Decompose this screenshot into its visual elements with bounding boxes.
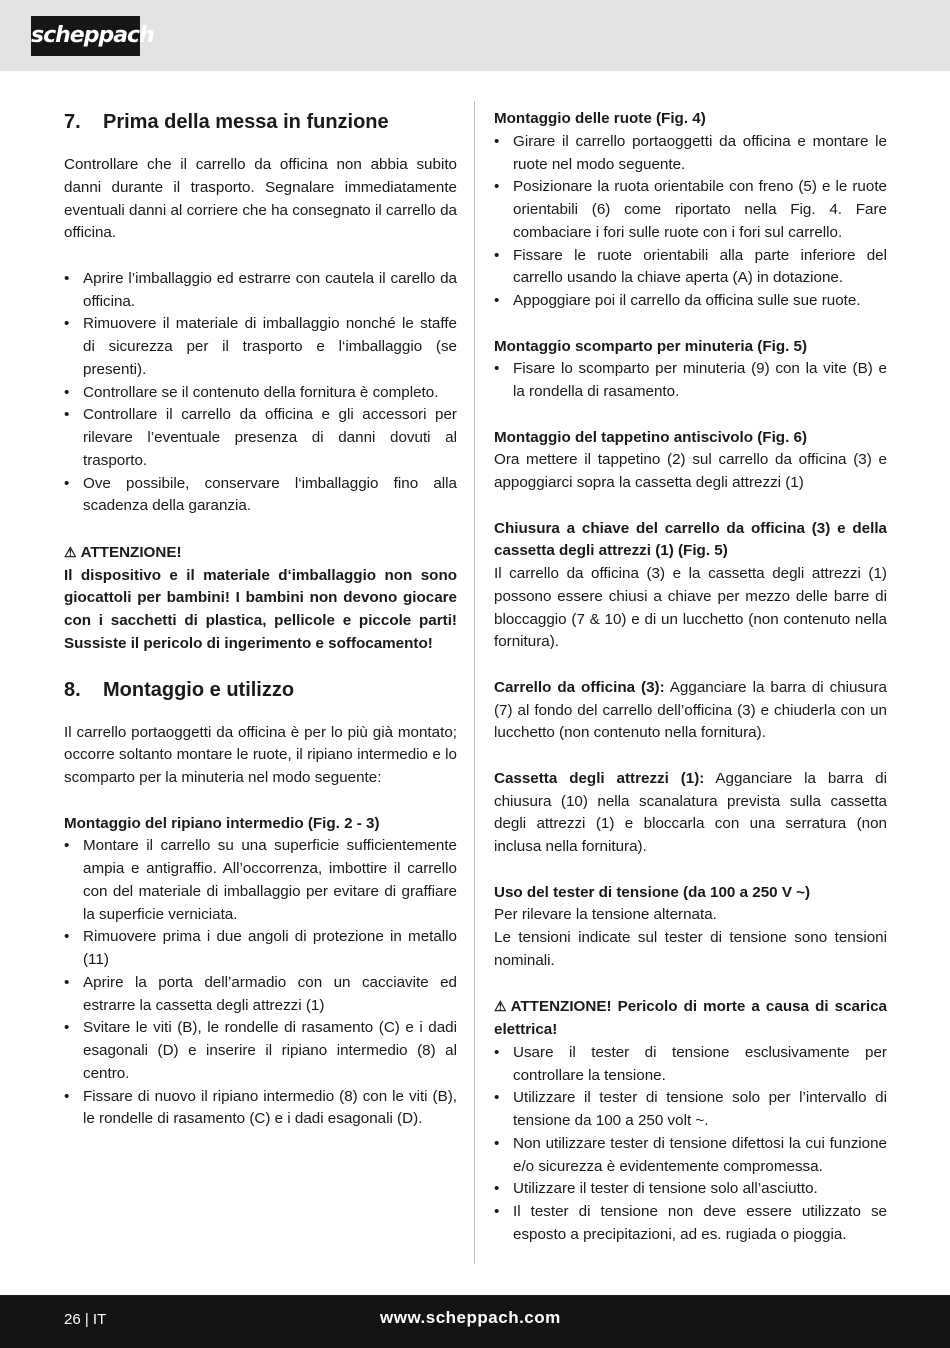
list-item: • Fissare le ruote orientabili alla parte inferiore del carrello usando la chiave aperta (A) in dotazione. bbox=[494, 246, 887, 287]
page-number: 26 | IT bbox=[64, 1311, 107, 1328]
scheppach-logo: scheppach bbox=[31, 16, 140, 56]
left-column bbox=[64, 108, 457, 1131]
list-item: • Controllare se il contenuto della fornitura è completo. bbox=[64, 383, 439, 401]
list-item: • Il tester di tensione non deve essere utilizzato se esposto a precipitazioni, ad es. rugiada o pioggia. bbox=[494, 1203, 887, 1243]
bullet-list bbox=[64, 835, 457, 1131]
paragraph: Per rilevare la tensione alternata. bbox=[494, 906, 717, 924]
subheading: Uso del tester di tensione (da 100 a 250 V ~) bbox=[494, 883, 811, 901]
warning-triangle-icon: ⚠ bbox=[494, 998, 507, 1015]
inline-label: Carrello da officina (3): bbox=[494, 678, 665, 696]
paragraph: Ora mettere il tappetino (2) sul carrello da officina (3) e appoggiarci sopra la cassetta degli attrezzi (1) bbox=[494, 451, 887, 491]
list-item: • Aprire la porta dell’armadio con un cacciavite ed estrarre la cassetta degli attrezzi (1) bbox=[64, 973, 457, 1014]
list-item: • Rimuovere prima i due angoli di protezione in metallo (11) bbox=[64, 928, 457, 968]
list-item: • Utilizzare il tester di tensione solo all’asciutto. bbox=[494, 1180, 818, 1198]
list-item: • Rimuovere il materiale di imballaggio nonché le staffe di sicurezza per il trasporto e l‘imballaggio (se presenti). bbox=[64, 315, 457, 378]
list-item: • Ove possibile, conservare l‘imballaggio fino alla scadenza della garanzia. bbox=[64, 474, 457, 515]
subheading: Montaggio del ripiano intermedio (Fig. 2 - 3) bbox=[64, 814, 380, 832]
section-title: Prima della messa in funzione bbox=[103, 111, 389, 133]
paragraph: Cassetta degli attrezzi (1): Agganciare la barra di chiusura (10) nella scanalatura prevista sulla cassetta degli attrezzi (1) e bloccarla con una serratura (non inclusa nella fornitura). bbox=[494, 769, 887, 855]
subheading: Montaggio delle ruote (Fig. 4) bbox=[494, 110, 706, 127]
list-item: • Non utilizzare tester di tensione difettosi la cui funzione e/o sicurezza è evidentemente compromessa. bbox=[494, 1134, 887, 1175]
column-divider bbox=[474, 101, 475, 1264]
list-item: • Appoggiare poi il carrello da officina sulle sue ruote. bbox=[494, 292, 861, 309]
bullet-list bbox=[494, 131, 887, 313]
list-item: • Utilizzare il tester di tensione solo per l’intervallo di tensione da 100 a 250 volt ~. bbox=[494, 1089, 887, 1129]
section-title: Montaggio e utilizzo bbox=[103, 678, 295, 701]
bullet-list bbox=[494, 1042, 887, 1247]
bullet-list bbox=[64, 268, 457, 518]
list-item: • Aprire l’imballaggio ed estrarre con cautela il carello da officina. bbox=[64, 269, 457, 310]
warning-heading: ⚠ ATTENZIONE! Pericolo di morte a causa di scarica elettrica! bbox=[494, 995, 887, 1042]
warning-triangle-icon: ⚠ bbox=[64, 543, 77, 560]
list-item: • Posizionare la ruota orientabile con freno (5) e le ruote orientabili (6) come riportato nella Fig. 4. Fare combaciare i fori sulle ruote con i fori sul carrello. bbox=[494, 178, 887, 241]
paragraph: Il carrello portaoggetti da officina è per lo più già montato; occorre soltanto montare le ruote, il ripiano intermedio e lo scomparto per la minuteria nel modo seguente: bbox=[64, 723, 457, 786]
list-item: • Montare il carrello su una superficie sufficientemente ampia e antigraffio. All’occorrenza, imbottire il carrello con del materiale di imballaggio per evitare di graffiare la superficie verniciata. bbox=[64, 837, 457, 923]
section-number: 7. bbox=[64, 111, 81, 133]
list-item: • Fissare di nuovo il ripiano intermedio (8) con le viti (B), le rondelle di rasamento (C) e i dadi esagonali (D). bbox=[64, 1087, 457, 1128]
list-item: • Girare il carrello portaoggetti da officina e montare le ruote nel modo seguente. bbox=[494, 132, 887, 173]
right-column bbox=[494, 108, 887, 1247]
subheading: Montaggio del tappetino antiscivolo (Fig. 6) bbox=[494, 428, 808, 446]
list-item: • Controllare il carrello da officina e gli accessori per rilevare l’eventuale presenza di danni dovuti al trasporto. bbox=[64, 406, 457, 469]
paragraph: Il carrello da officina (3) e la cassetta degli attrezzi (1) possono essere chiusi a chiave per mezzo delle barre di bloccaggio (7 & 10) e di un lucchetto (non contenuto nella fornitura). bbox=[494, 565, 887, 651]
website-url: www.scheppach.com bbox=[380, 1308, 561, 1327]
list-item: • Fisare lo scomparto per minuteria (9) con la vite (B) e la rondella di rasamento. bbox=[494, 360, 887, 400]
warning-heading: ⚠ ATTENZIONE! bbox=[64, 541, 457, 565]
section-7-heading bbox=[64, 110, 457, 132]
subheading: Montaggio scomparto per minuteria (Fig. 5) bbox=[494, 337, 808, 355]
section-number: 8. bbox=[64, 678, 81, 701]
warning-text: Il dispositivo e il materiale d‘imballaggio non sono giocattoli per bambini! I bambini non devono giocare con i sacchetti di plastica, pellicole e piccole parti! Sussiste il pericolo di ingerimento e soffocamento! bbox=[64, 566, 457, 652]
list-item: • Svitare le viti (B), le rondelle di rasamento (C) e i dadi esagonali (D) e inserire il ripiano intermedio (8) al centro. bbox=[64, 1019, 457, 1082]
paragraph: Controllare che il carrello da officina non abbia subito danni durante il trasporto. Segnalare immediatamente eventuali danni al corriere che ha consegnato il carrello da officina. bbox=[64, 156, 457, 242]
subheading: Chiusura a chiave del carrello da officina (3) e della cassetta degli attrezzi (1) (Fig. 5) bbox=[494, 519, 887, 560]
bullet-list bbox=[494, 358, 887, 404]
section-8-heading bbox=[64, 678, 457, 700]
paragraph: Le tensioni indicate sul tester di tensione sono tensioni nominali. bbox=[494, 929, 887, 969]
list-item: • Usare il tester di tensione esclusivamente per controllare la tensione. bbox=[494, 1043, 887, 1084]
inline-label: Cassetta degli attrezzi (1): bbox=[494, 769, 705, 787]
paragraph: Carrello da officina (3): Agganciare la barra di chiusura (7) al fondo del carrello dell’officina (3) e chiuderla con un lucchetto (non contenuto nella fornitura). bbox=[494, 678, 888, 742]
